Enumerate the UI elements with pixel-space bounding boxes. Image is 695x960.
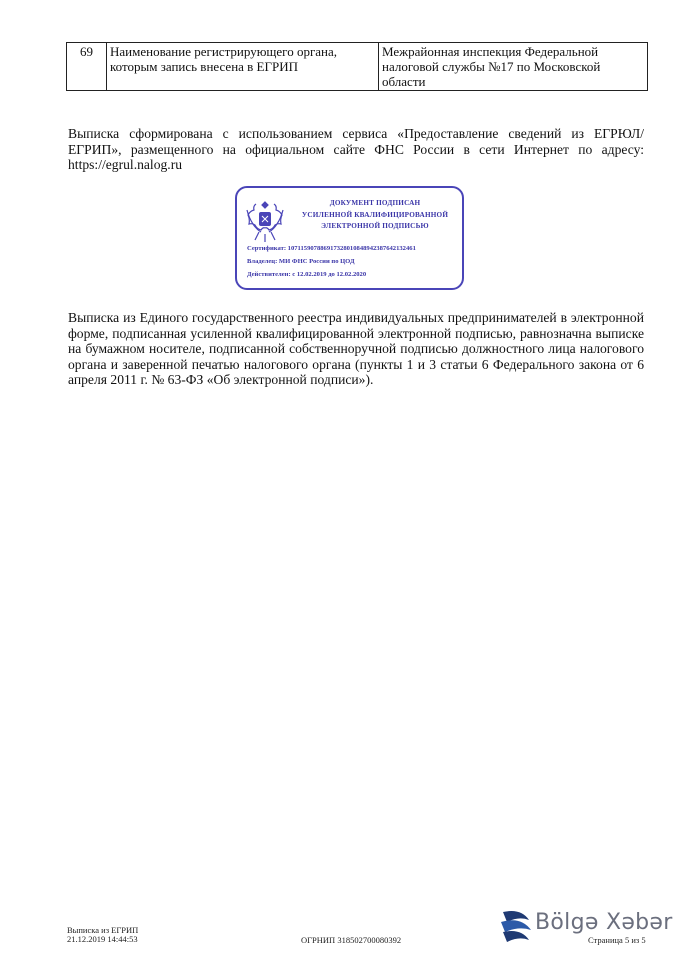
footer-page-number: Страница 5 из 5 (588, 935, 646, 945)
registry-table (66, 42, 648, 91)
footer-ogrnip: ОГРНИП 318502700080392 (301, 935, 402, 945)
legal-paragraph: Выписка из Единого государственного реестра индивидуальных предпринимателей в электронной форме, подписанная усиленной квалифицированной электронной подписью, равнозначна выписке на бумажном носителе, подписанной собственноручной подписью должностного лица налогового органа и заверенной печатью налогового органа (пункты 1 и 3 статьи 6 Федерального закона от 6 апреля 2011 г. № 63-ФЗ «Об электронной подписи»). (68, 310, 644, 388)
table-row (67, 43, 648, 91)
footer-left (67, 926, 138, 944)
bolge-xeber-logo-icon (497, 906, 537, 948)
stamp-title-line-3: ЭЛЕКТРОННОЙ ПОДПИСЬЮ (321, 222, 429, 230)
stamp-title-line-1: ДОКУМЕНТ ПОДПИСАН (329, 199, 421, 207)
stamp-title (295, 198, 455, 233)
stamp-validity: Действителен: с 12.02.2019 до 12.02.2020 (247, 271, 367, 278)
double-headed-eagle-icon (243, 196, 287, 244)
watermark-text: Bölgə Xəbər (535, 910, 673, 935)
stamp-certificate: Сертификат: 107115907886917328010848942387642132461 (247, 245, 416, 252)
stamp-owner: Владелец: МИ ФНС России по ЦОД (247, 258, 355, 265)
footer-doc-name: Выписка из ЕГРИП (67, 925, 139, 935)
row-field-value: Межрайонная инспекция Федеральной налоговой службы №17 по Московской области (379, 43, 648, 91)
electronic-signature-stamp (235, 186, 464, 290)
row-field-name: Наименование регистрирующего органа, которым запись внесена в ЕГРИП (107, 43, 379, 91)
footer-datetime: 21.12.2019 14:44:53 (67, 934, 138, 944)
row-number: 69 (67, 43, 107, 91)
stamp-title-line-2: УСИЛЕННОЙ КВАЛИФИЦИРОВАННОЙ (301, 210, 449, 219)
service-paragraph: Выписка сформирована с использованием сервиса «Предоставление сведений из ЕГРЮЛ/ЕГРИП», размещенного на официальном сайте ФНС России в сети Интернет по адресу: https://egrul.nalog.ru (68, 126, 644, 173)
